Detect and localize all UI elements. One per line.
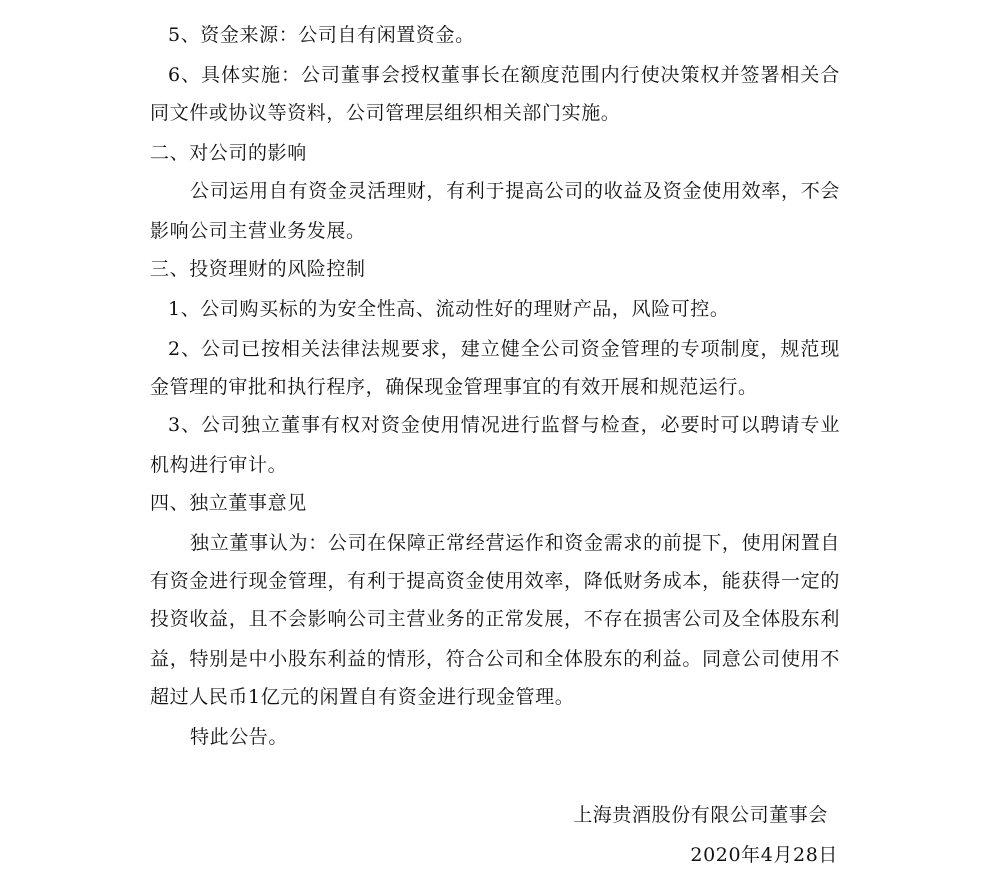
opinion-paragraph-cont-3: 益，特别是中小股东利益的情形，符合公司和全体股东的利益。同意公司使用不 bbox=[150, 648, 840, 670]
opinion-paragraph-cont-4: 超过人民币1亿元的闲置自有资金进行现金管理。 bbox=[150, 686, 575, 708]
opinion-paragraph-cont-1: 有资金进行现金管理，有利于提高资金使用效率，降低财务成本，能获得一定的 bbox=[150, 570, 840, 592]
risk-item-2: 2、公司已按相关法律法规要求，建立健全公司资金管理的专项制度，规范现 bbox=[168, 338, 840, 360]
risk-item-2-cont: 金管理的审批和执行程序，确保现金管理事宜的有效开展和规范运行。 bbox=[150, 376, 758, 398]
section-4-heading: 四、独立董事意见 bbox=[150, 492, 307, 514]
section-2-paragraph: 公司运用自有资金灵活理财，有利于提高公司的收益及资金使用效率，不会 bbox=[190, 180, 840, 202]
risk-item-1: 1、公司购买标的为安全性高、流动性好的理财产品，风险可控。 bbox=[168, 298, 730, 320]
item-6-implementation-cont: 同文件或协议等资料，公司管理层组织相关部门实施。 bbox=[150, 102, 621, 124]
signature-company: 上海贵酒股份有限公司董事会 bbox=[573, 804, 828, 826]
risk-item-3: 3、公司独立董事有权对资金使用情况进行监督与检查，必要时可以聘请专业 bbox=[168, 414, 840, 436]
section-2-heading: 二、对公司的影响 bbox=[150, 142, 307, 164]
section-3-heading: 三、投资理财的风险控制 bbox=[150, 258, 366, 280]
item-5-funding-source: 5、资金来源：公司自有闲置资金。 bbox=[168, 24, 475, 46]
signature-date: 2020年4月28日 bbox=[690, 844, 838, 866]
closing-statement: 特此公告。 bbox=[190, 726, 289, 748]
risk-item-3-cont: 机构进行审计。 bbox=[150, 454, 288, 476]
item-6-implementation: 6、具体实施：公司董事会授权董事长在额度范围内行使决策权并签署相关合 bbox=[168, 64, 840, 86]
section-2-paragraph-cont: 影响公司主营业务发展。 bbox=[150, 220, 366, 242]
opinion-paragraph-cont-2: 投资收益，且不会影响公司主营业务的正常发展，不存在损害公司及全体股东利 bbox=[150, 608, 840, 630]
opinion-paragraph: 独立董事认为：公司在保障正常经营运作和资金需求的前提下，使用闲置自 bbox=[190, 532, 840, 554]
